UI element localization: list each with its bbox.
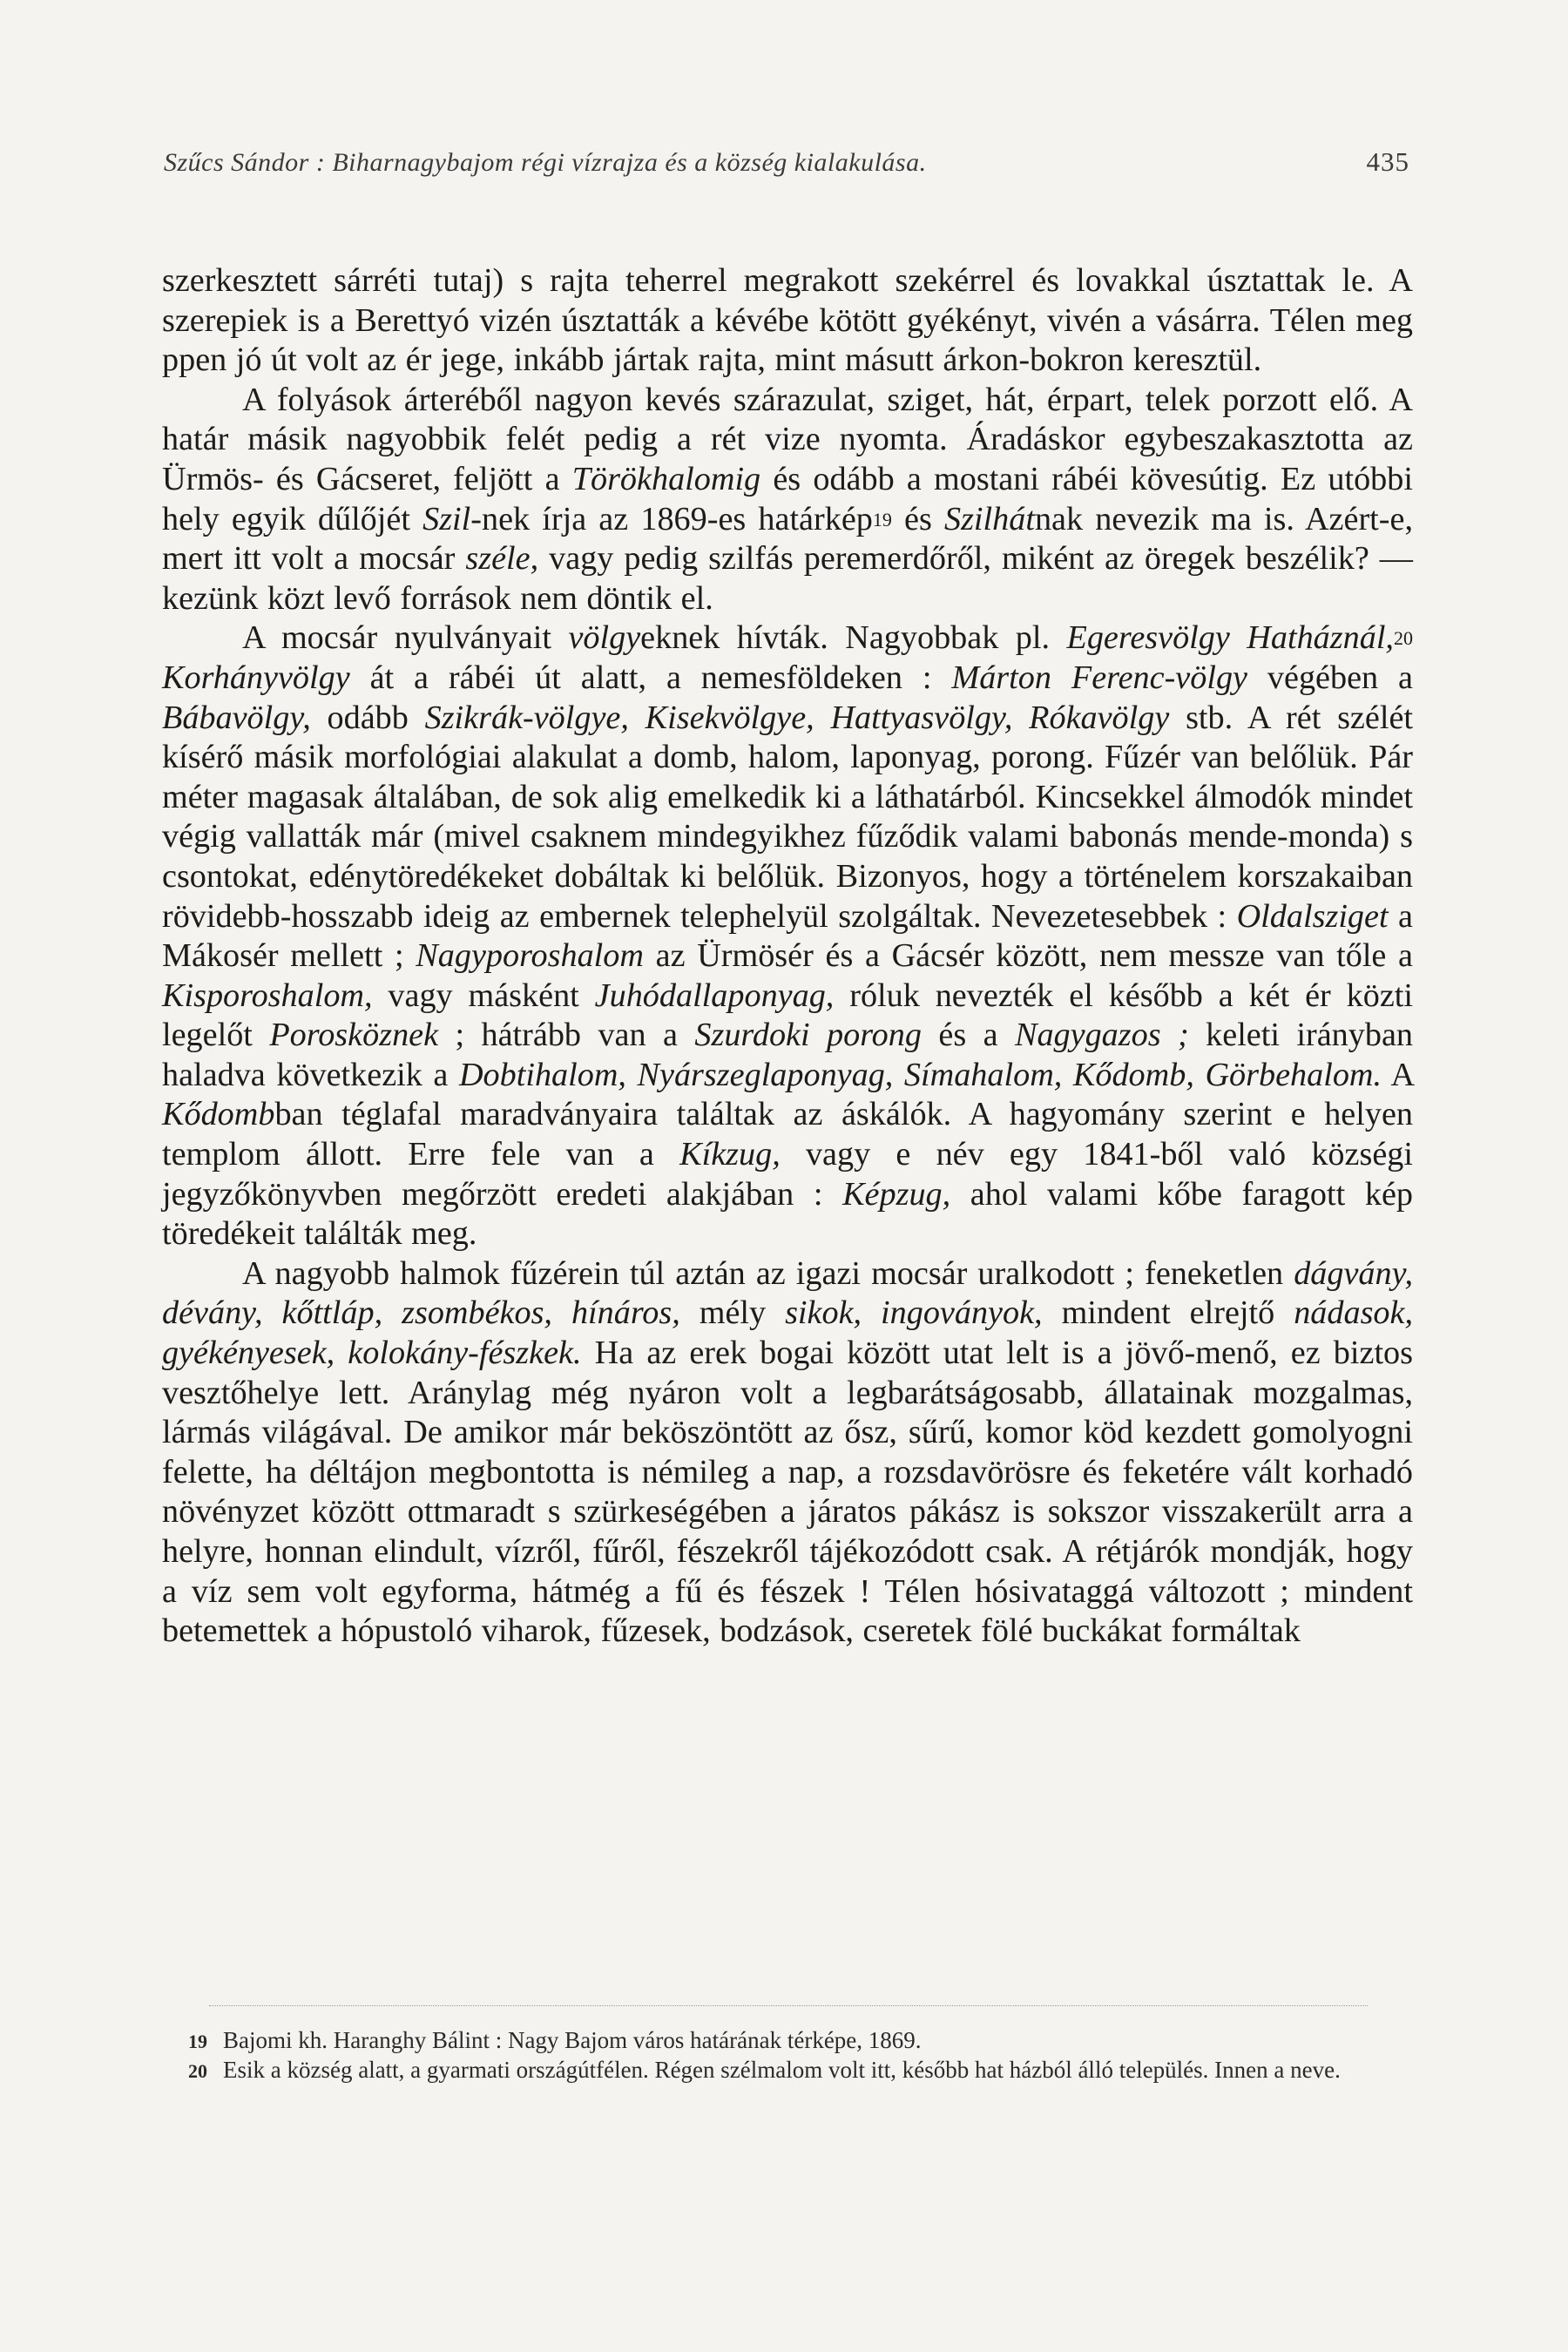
text-run: a Mákosér mellett ; xyxy=(162,897,1413,975)
italic-term: Szikrák-völgye, Kisekvölgye, Hattyasvölgy, Rókavölgy xyxy=(424,699,1170,736)
italic-term: Kíkzug, xyxy=(679,1136,781,1173)
text-run: mély xyxy=(679,1294,786,1332)
italic-term: széle, xyxy=(465,540,539,578)
running-header xyxy=(164,146,1409,178)
text-run: vagy pedig szilfás peremerdőről, miként az öregek beszélik? — kezünk közt levő források nem döntik el. xyxy=(162,540,1413,617)
italic-term: nádasok, gyékényesek, kolokány-fészkek. xyxy=(162,1294,1414,1372)
text-run: át a rábéi út alatt, a nemesföldeken : xyxy=(349,659,952,696)
text-run: és odább a mostani rábéi kövesútig. Ez utóbbi hely egyik dűlőjét xyxy=(162,460,1413,537)
italic-term: Korhányvölgy xyxy=(162,659,350,696)
text-run: az Ürmösér és a Gácsér között, nem messze van tőle a xyxy=(643,937,1413,975)
italic-term: Egeresvölgy Hatháznál, xyxy=(1066,619,1394,657)
footnote-19 xyxy=(162,2026,1413,2056)
italic-term: dágvány, dévány, kőttláp, zsombékos, hínáros, xyxy=(162,1254,1413,1332)
text-run: Ha az erek bogai között utat lelt is a jövő-menő, ez biztos vesztőhelye lett. Aránylag még nyáron volt a legbarátságosabb, állatainak mozgalmas, lármás világával. De amikor már beköszöntött az ősz, sűrű, komor köd kezdett gomolyogni felette, ha déltájon megbontotta is némileg a nap, a rozsdavörösre és feketére vált korhadó növényzet között ottmaradt s szürkeségében a járatos pákász is sokszor visszakerült arra a helyre, honnan elindult, vízről, fűről, fészekről tájékozódott csak. A rétjárók mondják, hogy a víz sem volt egyforma, hátmég a fű és fészek ! Télen hósivataggá változott ; mindent betemettek a hópustoló viharok, fűzesek, bodzások, cseretek fölé buckákat formáltak xyxy=(162,1335,1414,1650)
paragraph-3 xyxy=(162,618,1413,1254)
footnote-ref-20: 20 xyxy=(1393,627,1413,650)
paragraph-2 xyxy=(162,381,1413,619)
footnote-ref-19: 19 xyxy=(872,508,892,531)
text-run: keleti irányban haladva következik a xyxy=(162,1017,1413,1093)
text-run: odább xyxy=(310,699,425,736)
italic-term: Bábavölgy, xyxy=(162,699,311,736)
running-title: Szűcs Sándor : Biharnagybajom régi vízrajza és a község kialakulása. xyxy=(164,148,927,177)
text-run: szerkesztett sárréti tutaj) s rajta teherrel megrakott szekérrel és lovakkal úsztattak le. A szerepiek is a Berettyó vizén úsztatták a kévébe kötött gyékényt, vivén a vásárra. Télen meg ppen jó út volt az ér jege, inkább jártak rajta, mint másutt árkon-bokron keresztül. xyxy=(162,262,1413,379)
italic-term: Nagygazos ; xyxy=(1014,1017,1189,1054)
italic-term: Kisporoshalom, xyxy=(162,977,373,1014)
italic-term: Kődomb xyxy=(162,1096,275,1133)
text-run: nak nevezik ma is. Azért-e, mert itt volt a mocsár xyxy=(162,500,1413,578)
italic-term: Juhódallaponyag, xyxy=(594,977,835,1014)
text-run: A xyxy=(1382,1056,1413,1093)
italic-term: Szilhát xyxy=(943,500,1035,537)
text-run: A folyások árteréből nagyon kevés szárazulat, sziget, hát, érpart, telek porzott elő. A határ másik nagyobbik felét pedig a rét vize nyomta. Áradáskor egybeszakasztotta az Ürmös- és Gácseret, feljött a xyxy=(162,381,1413,497)
footnote-text: Esik a község alatt, a gyarmati országútfélen. Régen szélmalom volt itt, később hat házból álló település. Innen a neve. xyxy=(223,2057,1341,2083)
body-text xyxy=(162,261,1413,1652)
footnote-20 xyxy=(162,2056,1413,2085)
italic-term: Dobtihalom, Nyárszeglaponyag, Símahalom, Kődomb, Görbehalom. xyxy=(458,1056,1382,1093)
paragraph-1 xyxy=(162,261,1413,381)
text-run: vagy e név egy 1841-ből való községi jegyzőkönyvben megőrzött eredeti alakjában : xyxy=(162,1136,1413,1213)
text-run: stb. A rét szélét kísérő másik morfológiai alakulat a domb, halom, laponyag, porong. Fűzér van belőlük. Pár méter magasak általában, de sok alig emelkedik ki a láthatárból. Kincsekkel álmodók mindet végig vallatták már (mivel csaknem mindegyikhez fűződik valami babonás mende-monda) s csontokat, edénytöredékeket dobáltak ki belőlük. Bizonyos, hogy a történelem korszakaiban rövidebb-hosszabb ideig az embernek telephelyül szolgáltak. Nevezetesebbek : xyxy=(162,699,1414,935)
italic-term: völgy xyxy=(568,619,641,657)
italic-term: Porosköznek xyxy=(269,1017,439,1054)
italic-term: sikok, ingoványok, xyxy=(785,1294,1043,1332)
text-run: róluk nevezték el később a két ér közti legelőt xyxy=(162,977,1413,1054)
text-run: mindent elrejtő xyxy=(1042,1294,1294,1332)
text-run: vagy másként xyxy=(372,977,595,1014)
text-run: A nagyobb halmok fűzérein túl aztán az igazi mocsár uralkodott ; feneketlen xyxy=(242,1254,1294,1292)
page-number: 435 xyxy=(1366,146,1409,177)
italic-term: Törökhalomig xyxy=(571,460,761,497)
footnote-separator xyxy=(209,2005,1368,2006)
text-run: A mocsár nyulványait xyxy=(242,619,569,657)
italic-term: Képzug, xyxy=(842,1175,951,1213)
text-run: és xyxy=(891,500,944,537)
text-run: ; hátrább van a xyxy=(438,1017,695,1054)
footnote-number: 20 xyxy=(188,2060,207,2082)
footnote-number: 19 xyxy=(188,2031,207,2052)
text-run: ahol valami kőbe faragott kép töredékeit találták meg. xyxy=(162,1175,1413,1253)
footnotes xyxy=(162,2026,1413,2085)
italic-term: Szil xyxy=(422,500,471,537)
italic-term: Nagyporoshalom xyxy=(416,937,644,975)
italic-term: Oldalsziget xyxy=(1236,897,1389,935)
paragraph-4 xyxy=(162,1254,1413,1652)
italic-term: Szurdoki porong xyxy=(694,1017,922,1054)
text-run: ban téglafal maradványaira találtak az áskálók. A hagyomány szerint e helyen templom állott. Erre fele van a xyxy=(162,1096,1413,1173)
footnote-text: Bajomi kh. Haranghy Bálint : Nagy Bajom város határának térképe, 1869. xyxy=(223,2027,922,2053)
text-run: eknek hívták. Nagyobbak pl. xyxy=(640,619,1067,657)
text-run: végében a xyxy=(1247,659,1413,696)
italic-term: Márton Ferenc-völgy xyxy=(951,659,1247,696)
text-run: -nek írja az 1869-es határkép xyxy=(470,500,873,537)
text-run: és a xyxy=(921,1017,1015,1054)
